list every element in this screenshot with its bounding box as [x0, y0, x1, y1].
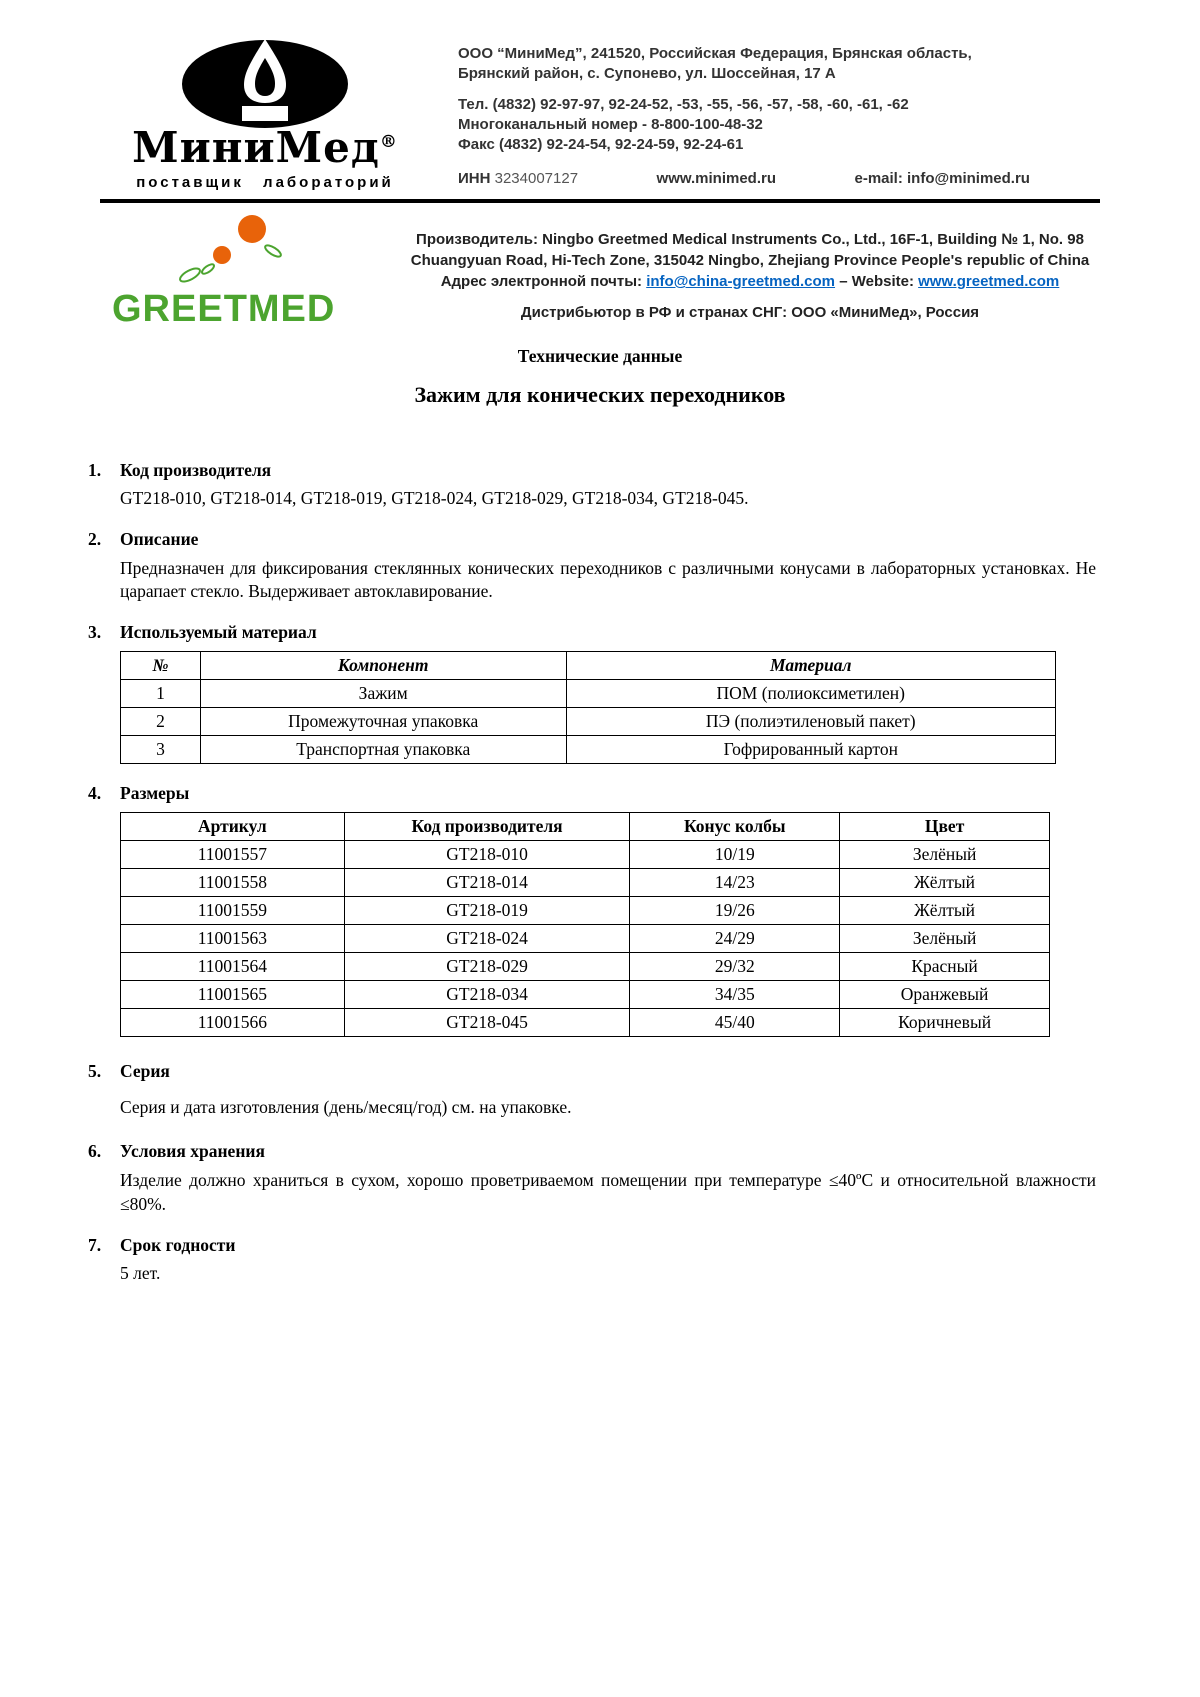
cell-mfr-code: GT218-045	[344, 1009, 630, 1037]
cell-mfr-code: GT218-019	[344, 897, 630, 925]
cell-cone: 34/35	[630, 981, 840, 1009]
candle-logo-icon	[100, 36, 430, 130]
cell-color: Оранжевый	[840, 981, 1050, 1009]
section-3-heading: 3. Используемый материал	[88, 622, 317, 643]
cell-color: Зелёный	[840, 841, 1050, 869]
cell-color: Жёлтый	[840, 869, 1050, 897]
table-row	[121, 869, 1050, 897]
cell-article: 11001565	[121, 981, 345, 1009]
materials-table	[120, 651, 1056, 764]
sizes-header-color: Цвет	[840, 813, 1050, 841]
table-row	[121, 1009, 1050, 1037]
section-1-body: GT218-010, GT218-014, GT218-019, GT218-024, GT218-029, GT218-034, GT218-045.	[120, 488, 749, 509]
cell-component: Транспортная упаковка	[200, 736, 566, 764]
manufacturer-line2: Chuangyuan Road, Hi-Tech Zone, 315042 Ningbo, Zhejiang Province People's republic of China	[410, 252, 1090, 270]
table-row	[121, 680, 1056, 708]
sizes-table	[120, 812, 1050, 1037]
greetmed-email-link[interactable]: info@china-greetmed.com	[646, 273, 836, 291]
inn-row	[458, 169, 1030, 189]
greetmed-website-link[interactable]: www.greetmed.com	[918, 273, 1060, 291]
cell-mfr-code: GT218-014	[344, 869, 630, 897]
section-4-heading: 4. Размеры	[88, 783, 190, 804]
table-row	[121, 981, 1050, 1009]
cell-material: ПОМ (полиоксиметилен)	[566, 680, 1055, 708]
fax-line: Факс (4832) 92-24-54, 92-24-59, 92-24-61	[458, 136, 744, 153]
cell-article: 11001558	[121, 869, 345, 897]
cell-article: 11001563	[121, 925, 345, 953]
greetmed-header	[0, 213, 1200, 331]
minimed-logo-name: МиниМед®	[132, 123, 398, 172]
cell-mfr-code: GT218-024	[344, 925, 630, 953]
cell-cone: 24/29	[630, 925, 840, 953]
manufacturer-info	[400, 213, 1100, 328]
registered-mark: ®	[379, 132, 398, 152]
cell-cone: 29/32	[630, 953, 840, 981]
section-1-heading: 1. Код производителя	[88, 460, 272, 481]
cell-cone: 19/26	[630, 897, 840, 925]
cell-color: Коричневый	[840, 1009, 1050, 1037]
table-row	[121, 841, 1050, 869]
section-6-body: Изделие должно храниться в сухом, хорошо проветриваемом помещении при температуре ≤40ºС и относительной влажности ≤80%.	[120, 1170, 1096, 1214]
cell-article: 11001559	[121, 897, 345, 925]
cell-color: Красный	[840, 953, 1050, 981]
cell-mfr-code: GT218-034	[344, 981, 630, 1009]
table-row	[121, 925, 1050, 953]
minimed-email: e-mail: info@minimed.ru	[854, 170, 1030, 187]
greetmed-logo-text: GREETMED	[112, 288, 336, 331]
section-2-body: Предназначен для фиксирования стеклянных конических переходников с различными конусами в лабораторных установках. Не царапает стекло. Выдерживает автоклавирование.	[120, 558, 1096, 602]
table-row	[121, 736, 1056, 764]
minimed-logo-subtitle: поставщик лабораторий	[136, 174, 394, 192]
doc-subtitle: Технические данные	[517, 346, 683, 367]
cell-num: 1	[121, 680, 201, 708]
table-header-row	[121, 813, 1050, 841]
sizes-header-mfr-code: Код производителя	[344, 813, 630, 841]
cell-article: 11001566	[121, 1009, 345, 1037]
cell-color: Зелёный	[840, 925, 1050, 953]
materials-header-material: Материал	[566, 652, 1055, 680]
address-line1: ООО “МиниМед”, 241520, Российская Федерация, Брянская область,	[458, 45, 972, 62]
minimed-website: www.minimed.ru	[656, 170, 777, 187]
cell-component: Промежуточная упаковка	[200, 708, 566, 736]
cell-article: 11001564	[121, 953, 345, 981]
minimed-logo	[100, 36, 430, 191]
cell-mfr-code: GT218-010	[344, 841, 630, 869]
table-row	[121, 953, 1050, 981]
sizes-header-article: Артикул	[121, 813, 345, 841]
table-row	[121, 708, 1056, 736]
page-title: Зажим для конических переходников	[414, 382, 786, 408]
cell-color: Жёлтый	[840, 897, 1050, 925]
phone-line: Тел. (4832) 92-97-97, 92-24-52, -53, -55, -56, -57, -58, -60, -61, -62	[458, 96, 909, 113]
header-divider	[100, 199, 1100, 203]
cell-article: 11001557	[121, 841, 345, 869]
table-row	[121, 897, 1050, 925]
section-7-body: 5 лет.	[120, 1262, 161, 1283]
inn: ИНН 3234007127	[458, 170, 579, 187]
cell-component: Зажим	[200, 680, 566, 708]
section-5-heading: 5. Серия	[88, 1061, 170, 1082]
greetmed-dots-icon	[174, 213, 400, 290]
manufacturer-line1: Производитель: Ningbo Greetmed Medical Instruments Co., Ltd., 16F-1, Building № 1, No. 98	[416, 231, 1084, 249]
sizes-header-cone: Конус колбы	[630, 813, 840, 841]
multichannel-line: Многоканальный номер - 8-800-100-48-32	[458, 116, 763, 133]
distributor-line: Дистрибьютор в РФ и странах СНГ: ООО «МиниМед», Россия	[520, 304, 980, 322]
document-body	[0, 460, 1200, 1285]
section-5-body: Серия и дата изготовления (день/месяц/год) см. на упаковке.	[120, 1097, 572, 1118]
address-line2: Брянский район, с. Супонево, ул. Шоссейная, 17 А	[458, 65, 836, 82]
cell-cone: 45/40	[630, 1009, 840, 1037]
section-2-heading: 2. Описание	[88, 529, 199, 550]
cell-material: Гофрированный картон	[566, 736, 1055, 764]
section-7-heading: 7. Срок годности	[88, 1234, 236, 1255]
manufacturer-email-line: Адрес электронной почты: info@china-greetmed.com – Website: www.greetmed.com	[440, 273, 1060, 291]
cell-mfr-code: GT218-029	[344, 953, 630, 981]
cell-cone: 10/19	[630, 841, 840, 869]
cell-cone: 14/23	[630, 869, 840, 897]
section-6-heading: 6. Условия хранения	[88, 1141, 265, 1162]
materials-header-component: Компонент	[200, 652, 566, 680]
cell-material: ПЭ (полиэтиленовый пакет)	[566, 708, 1055, 736]
table-header-row	[121, 652, 1056, 680]
greetmed-logo	[100, 213, 400, 331]
cell-num: 2	[121, 708, 201, 736]
cell-num: 3	[121, 736, 201, 764]
materials-header-num: №	[121, 652, 201, 680]
minimed-contacts	[430, 36, 1030, 191]
minimed-header	[0, 36, 1200, 191]
